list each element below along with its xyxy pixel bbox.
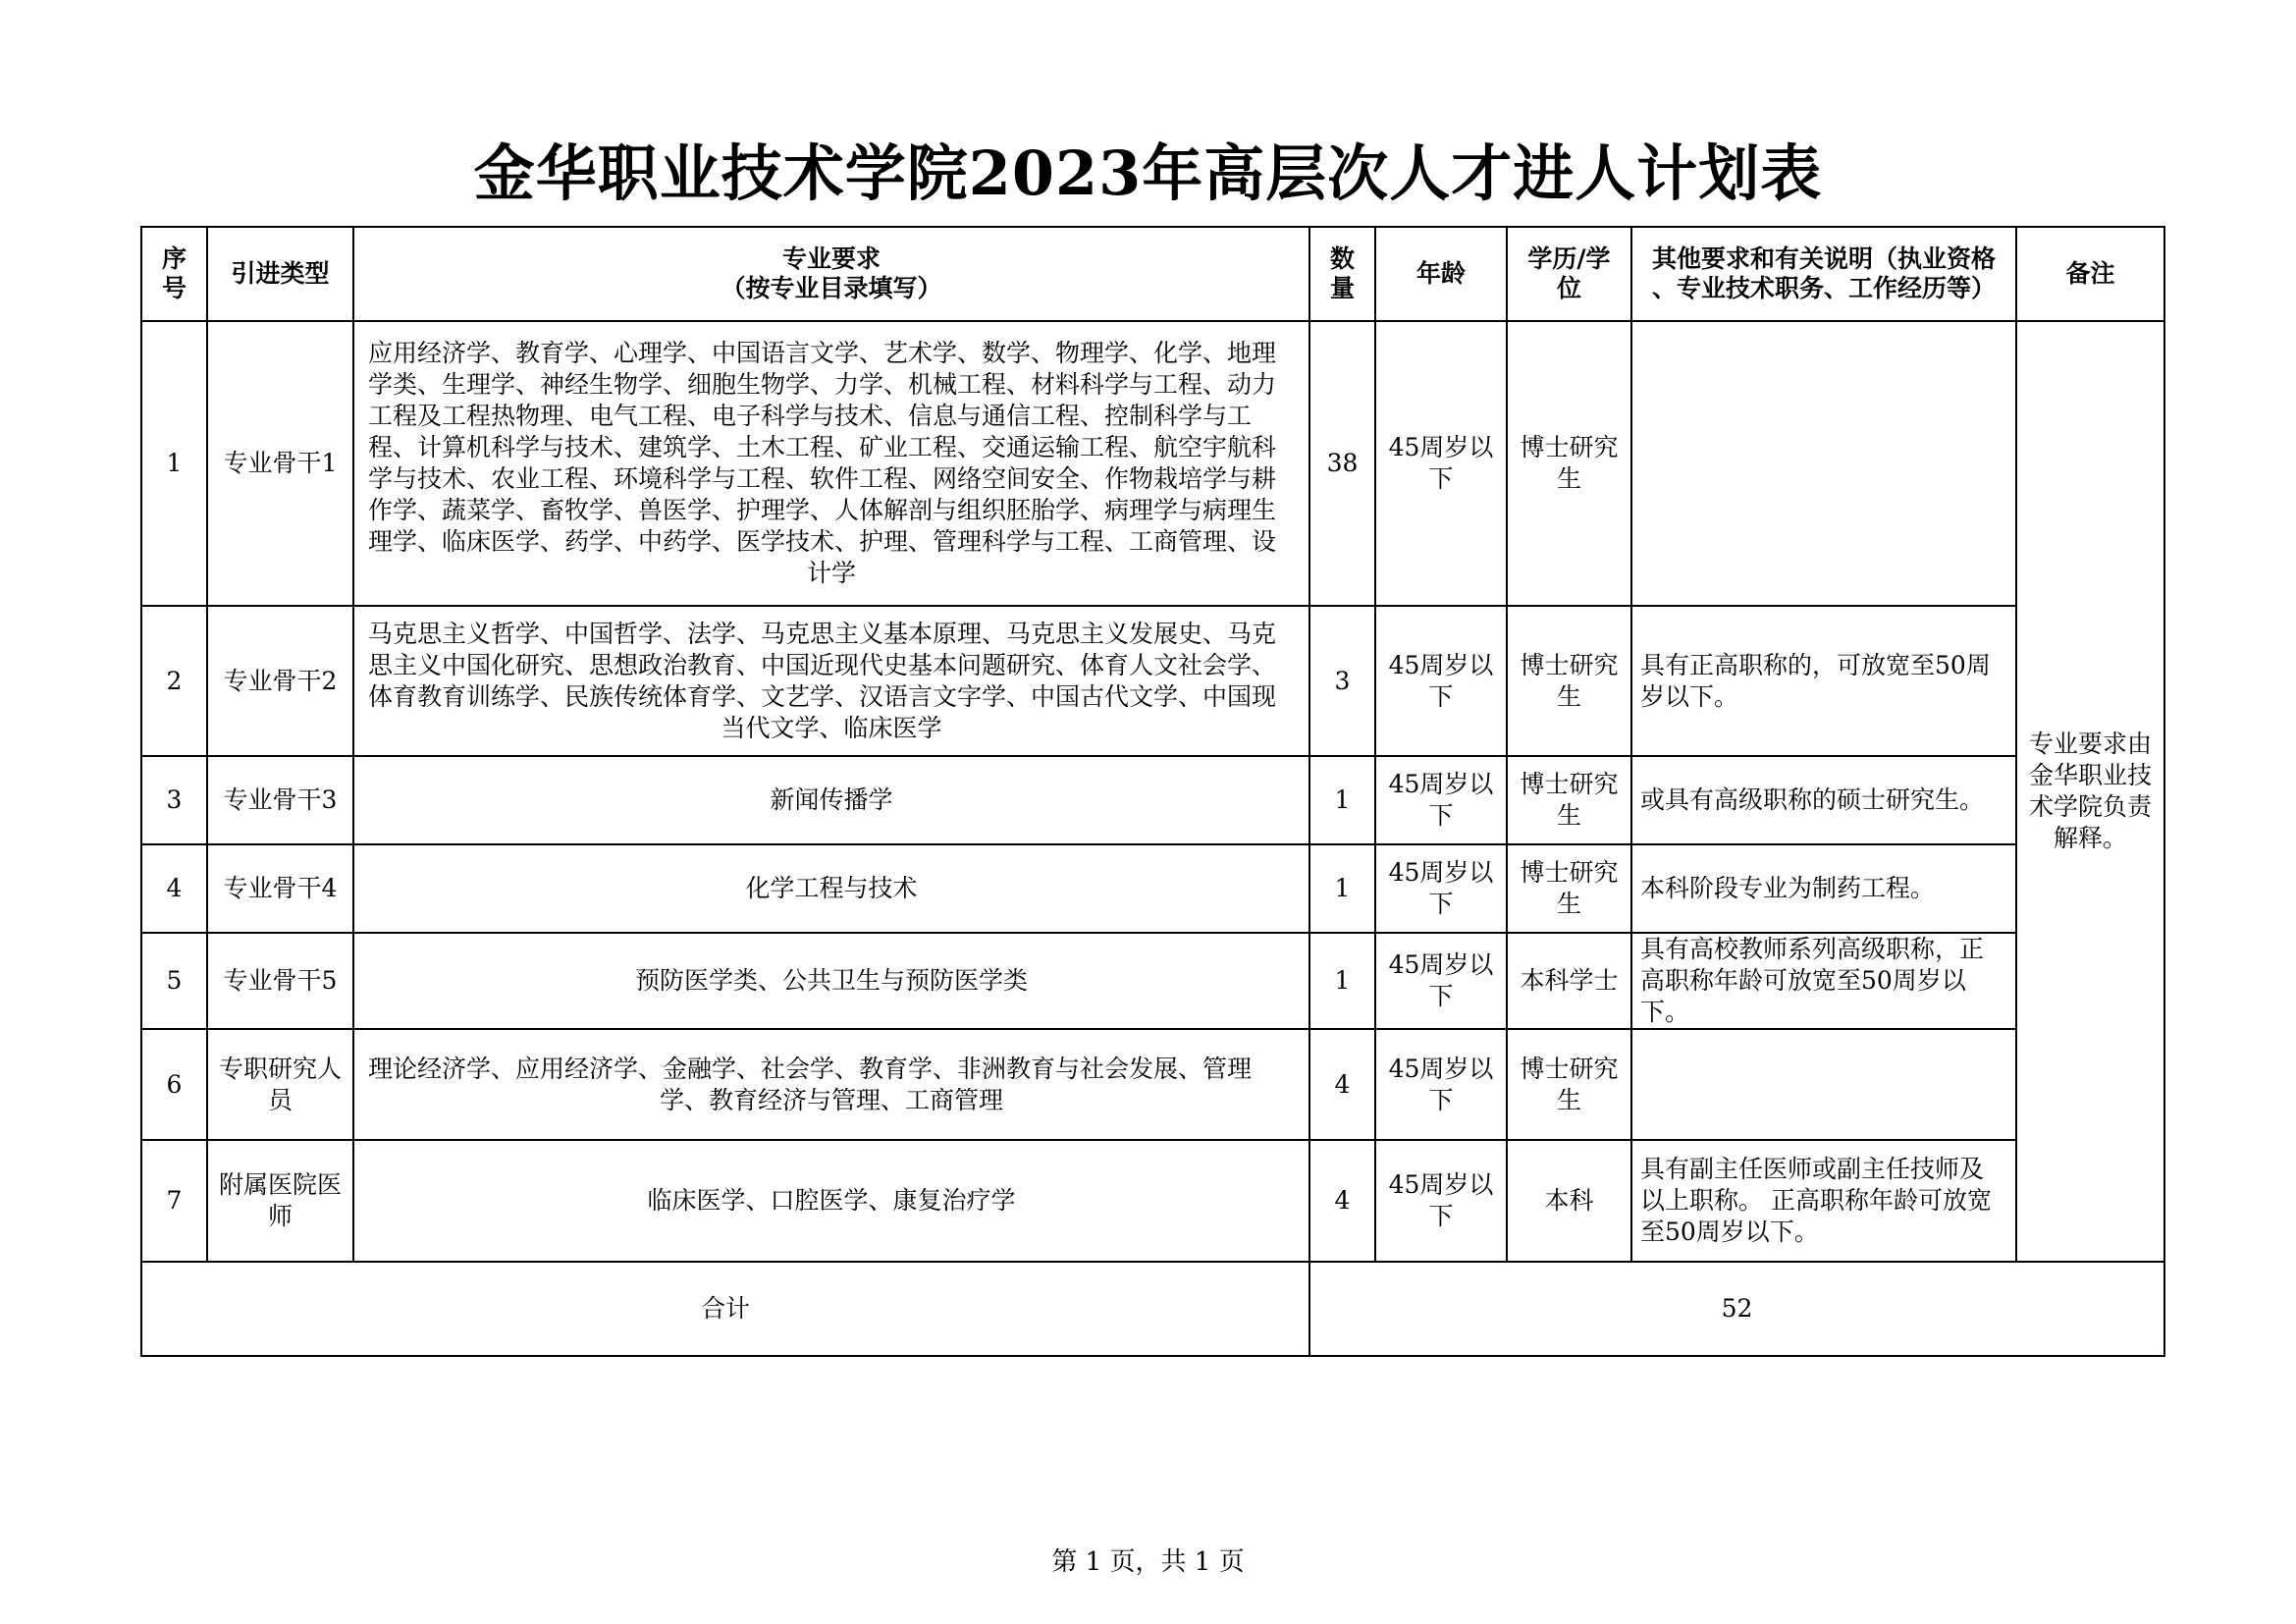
cell-degree: 博士研究生 bbox=[1507, 606, 1631, 756]
total-row bbox=[141, 1262, 2164, 1356]
cell-requirement: 马克思主义哲学、中国哲学、法学、马克思主义基本原理、马克思主义发展史、马克思主义中国化研究、思想政治教育、中国近现代史基本问题研究、体育人文社会学、体育教育训练学、民族传统体育学、文艺学、汉语言文字学、中国古代文学、中国现当代文学、临床医学 bbox=[353, 606, 1309, 756]
cell-seq: 7 bbox=[141, 1140, 207, 1262]
cell-degree: 博士研究生 bbox=[1507, 321, 1631, 606]
table-row bbox=[141, 1029, 2164, 1140]
cell-age: 45周岁以下 bbox=[1375, 606, 1507, 756]
table-row bbox=[141, 844, 2164, 933]
cell-requirement: 临床医学、口腔医学、康复治疗学 bbox=[353, 1140, 1309, 1262]
cell-other: 具有正高职称的，可放宽至50周岁以下。 bbox=[1631, 606, 2016, 756]
cell-type: 专业骨干2 bbox=[207, 606, 353, 756]
cell-requirement: 化学工程与技术 bbox=[353, 844, 1309, 933]
cell-type: 专业骨干1 bbox=[207, 321, 353, 606]
cell-age: 45周岁以下 bbox=[1375, 844, 1507, 933]
cell-age: 45周岁以下 bbox=[1375, 1140, 1507, 1262]
header-degree-line1: 学历/学 bbox=[1527, 244, 1611, 273]
cell-remark: 专业要求由金华职业技术学院负责解释。 bbox=[2016, 321, 2164, 1262]
cell-count: 4 bbox=[1309, 1029, 1375, 1140]
header-remark: 备注 bbox=[2016, 227, 2164, 321]
cell-degree: 博士研究生 bbox=[1507, 844, 1631, 933]
page-title: 金华职业技术学院2023年高层次人才进人计划表 bbox=[473, 137, 1823, 209]
header-seq: 序号 bbox=[141, 227, 207, 321]
cell-seq: 6 bbox=[141, 1029, 207, 1140]
header-other-line1: 其他要求和有关说明（执业资格 bbox=[1651, 244, 1996, 273]
cell-seq: 4 bbox=[141, 844, 207, 933]
table-row bbox=[141, 606, 2164, 756]
cell-other bbox=[1631, 321, 2016, 606]
cell-degree: 博士研究生 bbox=[1507, 756, 1631, 844]
cell-requirement: 新闻传播学 bbox=[353, 756, 1309, 844]
cell-other: 或具有高级职称的硕士研究生。 bbox=[1631, 756, 2016, 844]
cell-other: 具有副主任医师或副主任技师及以上职称。 正高职称年龄可放宽至50周岁以下。 bbox=[1631, 1140, 2016, 1262]
cell-seq: 2 bbox=[141, 606, 207, 756]
header-requirement-line2: （按专业目录填写） bbox=[721, 274, 942, 302]
cell-count: 1 bbox=[1309, 756, 1375, 844]
cell-age: 45周岁以下 bbox=[1375, 756, 1507, 844]
cell-count: 1 bbox=[1309, 844, 1375, 933]
cell-age: 45周岁以下 bbox=[1375, 933, 1507, 1029]
cell-count: 4 bbox=[1309, 1140, 1375, 1262]
cell-count: 38 bbox=[1309, 321, 1375, 606]
cell-other bbox=[1631, 1029, 2016, 1140]
talent-plan-table bbox=[140, 226, 2165, 1357]
cell-type: 附属医院医师 bbox=[207, 1140, 353, 1262]
cell-count: 3 bbox=[1309, 606, 1375, 756]
cell-degree: 博士研究生 bbox=[1507, 1029, 1631, 1140]
cell-degree: 本科学士 bbox=[1507, 933, 1631, 1029]
cell-other: 具有高校教师系列高级职称，正高职称年龄可放宽至50周岁以下。 bbox=[1631, 933, 2016, 1029]
cell-seq: 3 bbox=[141, 756, 207, 844]
cell-requirement: 理论经济学、应用经济学、金融学、社会学、教育学、非洲教育与社会发展、管理学、教育经济与管理、工商管理 bbox=[353, 1029, 1309, 1140]
cell-degree: 本科 bbox=[1507, 1140, 1631, 1262]
cell-type: 专职研究人员 bbox=[207, 1029, 353, 1140]
table-row bbox=[141, 756, 2164, 844]
header-age: 年龄 bbox=[1375, 227, 1507, 321]
table-row bbox=[141, 933, 2164, 1029]
total-value: 52 bbox=[1309, 1262, 2164, 1356]
header-count: 数量 bbox=[1309, 227, 1375, 321]
cell-other: 本科阶段专业为制药工程。 bbox=[1631, 844, 2016, 933]
header-degree-line2: 位 bbox=[1556, 274, 1581, 302]
header-row bbox=[141, 227, 2164, 321]
header-requirement-line1: 专业要求 bbox=[781, 244, 881, 273]
total-label: 合计 bbox=[141, 1262, 1309, 1356]
cell-seq: 5 bbox=[141, 933, 207, 1029]
header-other bbox=[1631, 227, 2016, 321]
cell-requirement: 预防医学类、公共卫生与预防医学类 bbox=[353, 933, 1309, 1029]
cell-type: 专业骨干3 bbox=[207, 756, 353, 844]
header-other-line2: 、专业技术职务、工作经历等） bbox=[1651, 274, 1996, 302]
cell-type: 专业骨干4 bbox=[207, 844, 353, 933]
cell-age: 45周岁以下 bbox=[1375, 1029, 1507, 1140]
page-footer: 第 1 页，共 1 页 bbox=[1051, 1547, 1245, 1577]
table-row bbox=[141, 321, 2164, 606]
cell-age: 45周岁以下 bbox=[1375, 321, 1507, 606]
cell-count: 1 bbox=[1309, 933, 1375, 1029]
cell-seq: 1 bbox=[141, 321, 207, 606]
header-degree bbox=[1507, 227, 1631, 321]
header-type: 引进类型 bbox=[207, 227, 353, 321]
table-row bbox=[141, 1140, 2164, 1262]
header-requirement bbox=[353, 227, 1309, 321]
cell-requirement: 应用经济学、教育学、心理学、中国语言文学、艺术学、数学、物理学、化学、地理学类、生理学、神经生物学、细胞生物学、力学、机械工程、材料科学与工程、动力工程及工程热物理、电气工程、电子科学与技术、信息与通信工程、控制科学与工程、计算机科学与技术、建筑学、土木工程、矿业工程、交通运输工程、航空宇航科学与技术、农业工程、环境科学与工程、软件工程、网络空间安全、作物栽培学与耕作学、蔬菜学、畜牧学、兽医学、护理学、人体解剖与组织胚胎学、病理学与病理生理学、临床医学、药学、中药学、医学技术、护理、管理科学与工程、工商管理、设计学 bbox=[353, 321, 1309, 606]
cell-type: 专业骨干5 bbox=[207, 933, 353, 1029]
